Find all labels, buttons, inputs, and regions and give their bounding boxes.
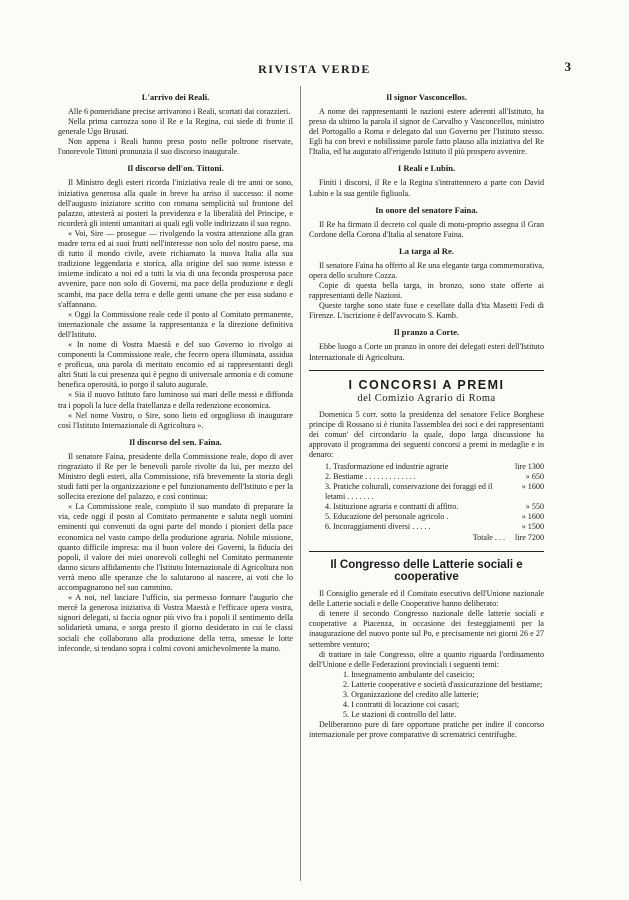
concorsi-subtitle: del Comizio Agrario di Roma [357,392,496,404]
section-title: Il discorso del sen. Faina. [129,436,222,447]
paragraph: A nome dei rappresentanti le nazioni estere aderenti all'Istituto, ha preso da ultimo la parola il signor de Carvalho y Vasconcellos, ministro del Portogallo a Roma e delegato dal suo Governo per l'Istituto stesso. Egli ha con brevi e nobilissime parole fatto plauso alla iniziativa del Re l'Italia, ed ha augurato all'erigendo Istituto il più prospero avvenire. [309,107,544,157]
prize-row [309,462,544,472]
prize-row [309,522,544,532]
paragraph: Deliberarono pure di fare opportune pratiche per indire il concorso internazionale per prove comparative di scrematrici centrifughe. [309,719,544,739]
page-body [58,86,544,886]
page-number: 3 [564,59,571,74]
paragraph: di trattare in tale Congresso, oltre a quanto riguarda l'ordinamento dell'Unione e delle Federazioni provinciali i seguenti temi: [309,649,544,669]
paragraph: Il Ministro degli esteri ricorda l'iniziativa reale di tre anni or sono, iniziativa generosa alla quale in breve ha arriso il successo: il nome dell'augusto iniziatore scritto con romana semplicità sul frontone del palazzo, attesterà ai posteri la previdenza e la liberalità del Principe, e ricorderà gli intenti umanitari ai quali egli volle indirizzato il suo regno. [58,178,293,228]
section-title: Il pranzo a Corte. [393,327,460,338]
section-title: L'arrivo dei Reali. [141,92,210,102]
paragraph: Il Re ha firmato il decreto col quale di motu-proprio assegna il Gran Cordone della Corona d'Italia al senatore Faina. [309,219,544,239]
paragraph: Il senatore Faina, presidente della Commissione reale, dopo di aver ringraziato il Re per le benevoli parole rivolte da lui, per mezzo del Ministro degli esteri, alla Commissione, rifà brevemente la storia degli studi fatti per la organizzazione e pel funzionamento dell'Istituto e per la sollecita erezione del palazzo, e così continua: [58,451,293,502]
list-item: 3. Organizzazione del credito alle latterie; [343,689,479,699]
prize-label: 6. Incoraggiamenti diversi . . . . . [325,522,431,532]
section-title: Il signor Vasconcellos. [386,92,467,102]
paragraph: di tenere il secondo Congresso nazionale delle latterie sociali e cooperative a Piacenza, in occasione dei festeggiamenti per la inaugurazione del nuovo ponte sul Po, e precisamente nei giorni 26 e 27 settembre venturo; [309,609,544,649]
list-item: 5. Le stazioni di controllo del latte. [343,709,457,719]
list-item: 4. I contratti di locazione coi casari; [343,699,460,709]
prize-row [309,502,544,512]
paragraph: « Voi, Sire — prosegue — rivolgendo la vostra attenzione alla gran madre terra ed ai suoi frutti nell'interesse non solo del nostro paese, ma di tutto il mondo civile, avete richiamato la nuova Italia alla sua tradizione leggendaria e storica, alla origine del suo nome istesso e insieme indicato a noi ed a tutti la via di una feconda prosperosa pace avvenire, pace non solo di Governi, ma pace della produzione e degli scambi, ma pace della terra e delle genti umane che per essa sudano e s'affannano. [58,228,293,309]
prize-amount: » 650 [525,472,544,482]
total-value: lire 7200 [515,533,544,543]
page-header [58,56,571,76]
prize-total [309,532,544,544]
prize-row [309,512,544,522]
paragraph: Ebbe luogo a Corte un pranzo in onore dei delegati esteri dell'Istituto Internazionale di Agricoltura. [309,342,544,362]
paragraph: Non appena i Reali hanno preso posto nelle poltrone riservate, l'onorevole Tittoni pronunzia il suo discorso inaugurale. [58,137,293,157]
list-item: 2. Latterie cooperative e società d'assicurazione del bestiame; [343,679,543,689]
paragraph: Queste targhe sono state fuse e cesellate dalla d'tta Masetti Fedi di Firenze. L'iscrizione è dell'avvocato S. Kamb. [309,301,544,321]
prize-list [309,462,544,544]
theme-list [309,670,544,720]
congress-title: Il Congresso delle Latterie sociali e cooperative [330,559,523,584]
total-label: Totale . . . [472,533,505,543]
prize-label: 3. Pratiche colturali, conservazione dei foraggi ed il letami . . . . . . . [325,482,493,502]
prize-amount: lire 1300 [515,462,544,472]
paragraph: « La Commissione reale, compiuto il suo mandato di preparare la via, cede oggi il posto al Comitato permanente e saluta negli uomini eminenti qui convenuti da ogni parte del mondo i pionieri della pace economica nel vasto campo della produzione agraria. Nobile missione, quanto difficile impresa: ma il buon volere dei Governi, la fiducia dei popoli, il valore dei miei onorevoli colleghi nel Comitato permanente danno sicuro affidamento che l'Istituto Internazionale di Agricoltura non verrà meno alle speranze che lo salutarono al nascere, ai voti che lo accompagnarono nel suo cammino. [58,502,293,593]
paragraph: Il Consiglio generale ed il Comitato esecutivo dell'Unione nazionale delle Latterie sociali e delle Cooperative hanno deliberato: [309,589,544,609]
paragraph: Copie di questa bella targa, in bronzo, sono state offerte ai rappresentanti delle Nazioni. [309,281,544,301]
prize-row [309,482,544,502]
paragraph: « A noi, nel lasciare l'ufficio, sia permesso formare l'augurio che mercè la generosa iniziativa di Vostra Maestà e l'efficace opera vostra, signori delegati, si faccia ognor più vivo fra i popoli il sentimento della solidarietà umana, e sorga presto il giorno desiderato in cui le classi sociali che collaborano alla produzione della terra, smesse le lotte infeconde, si tendano sopra i colmi covoni amichevolmente la mano. [58,593,293,653]
concorsi-title: I CONCORSI A PREMI [348,377,505,392]
paragraph: Domenica 5 corr. sotto la presidenza del senatore Felice Borghese principe di Rossano si è riunita l'assemblea dei soci e dei rappresentanti dei comun' del circondario la quale, dopo larga discussione ha approvato il programma dei seguenti concorsi a premi in medaglie e in denaro: [309,409,544,459]
list-item: 1. Insegnamento ambulante del caseicio; [343,669,475,679]
journal-title: RIVISTA VERDE [258,62,371,76]
paragraph: Nella prima carrozza sono il Re e la Regina, cui siede di fronte il generale Ugo Brusati. [58,117,293,137]
prize-row [309,472,544,482]
section-title: I Reali e Lubin. [397,163,456,174]
paragraph: Finiti i discorsi, il Re e la Regina s'intrattennero a parte con David Lubin e la sua gentile figliuola. [309,178,544,198]
section-rule [309,551,544,552]
prize-label: 1. Trasformazione ed industrie agrarie [325,462,449,472]
left-column [58,86,293,886]
paragraph: Il senatore Faina ha offerto al Re una elegante targa commemorativa, opera dello scultore Cozza. [309,260,544,280]
section-title: In onore del senatore Faina. [375,204,478,215]
section-title: La targa al Re. [399,245,454,256]
prize-amount: » 550 [525,502,544,512]
prize-label: 2. Bestiame . . . . . . . . . . . . . [325,472,416,482]
prize-label: 4. Istituzione agraria e contratti di affitto. [325,502,459,512]
prize-amount: » 1500 [521,522,544,532]
prize-amount: » 1600 [521,482,544,492]
paragraph: Alle 6 pomeridiane precise arrivarono i Reali, scortati dai corazzieri. [68,107,291,116]
section-title: Il discorso dell'on. Tittoni. [127,163,224,174]
prize-label: 5. Educazione del personale agricolo . [325,512,449,522]
paragraph: « Nel nome Vostro, o Sire, sono lieto ed orgoglioso di inaugurare così l'Istituto Internazionale di Agricoltura ». [58,410,293,430]
paragraph: « In nome di Vostra Maestà e del suo Governo io rivolgo ai componenti la Commissione reale, che fecero opera illuminata, assidua e proficua, una parola di meritato encomio ed ai rappresentanti degli altri Stati la cui presenza qui è pegno di universale armonia e di comune benefica operosità, io porgo il saluto augurale. [58,339,293,390]
section-rule [309,370,544,371]
paragraph: « Sia il nuovo Istituto faro luminoso sui mari delle messi e diffonda tra i popoli la luce della fratellanza e della redenzione economica. [58,390,293,410]
right-column [309,86,544,886]
paragraph: « Oggi la Commissione reale cede il posto al Comitato permanente, internazionale che assume la rappresentanza e la direzione definitiva dell'Istituto. [58,309,293,339]
prize-amount: » 1600 [521,512,544,522]
